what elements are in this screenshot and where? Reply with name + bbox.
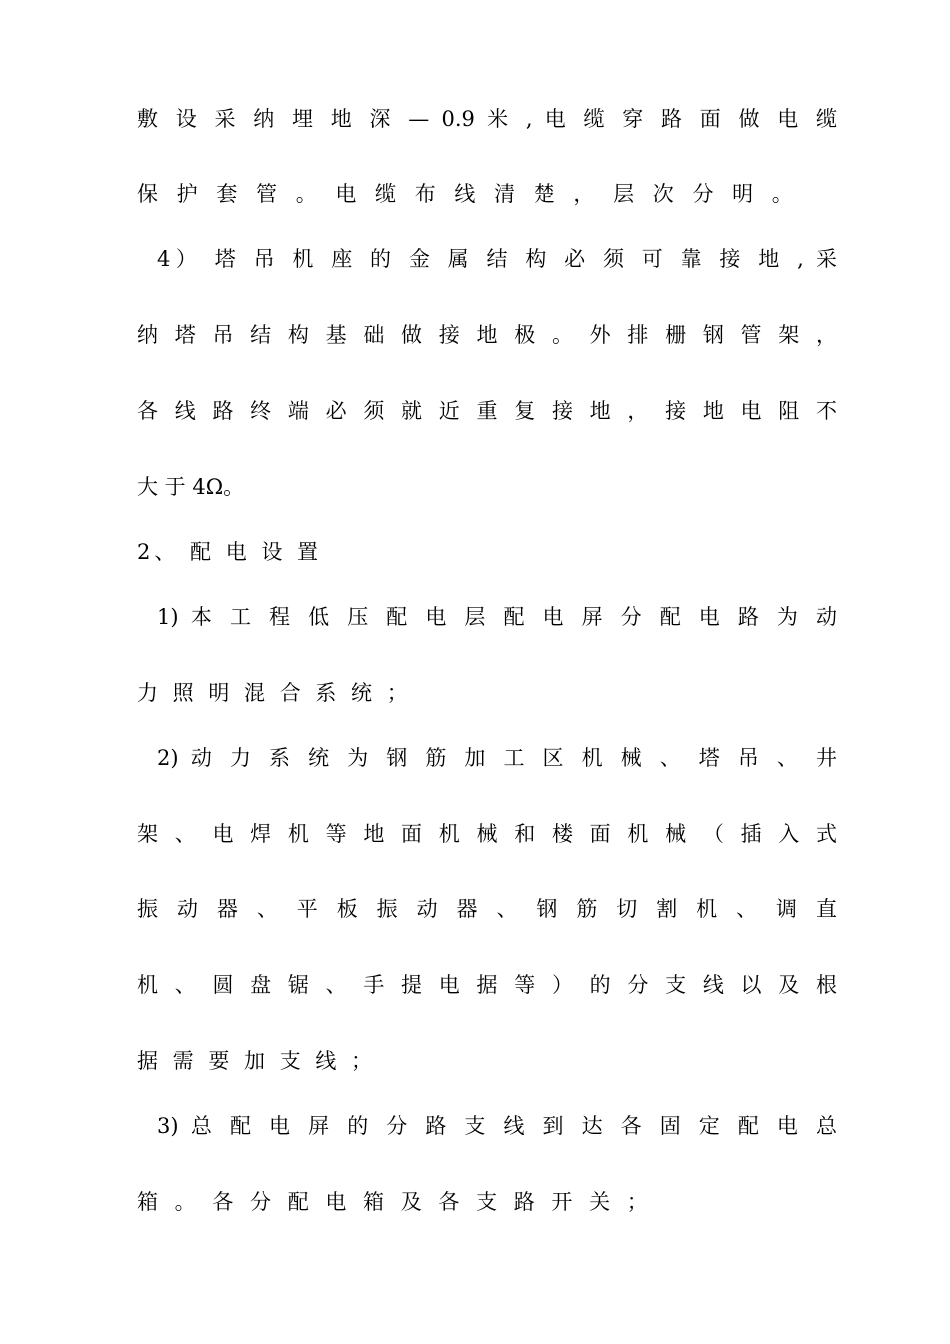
text-line-16: 箱 。 各 分 配 电 箱 及 各 支 路 开 关 ；: [137, 1190, 653, 1214]
text-line-8: 1) 本 工 程 低 压 配 电 层 配 电 屏 分 配 电 路 为 动: [157, 605, 837, 629]
text-line-9: 力 照 明 混 合 系 统 ；: [137, 681, 412, 705]
text-line-15: 3) 总 配 电 屏 的 分 路 支 线 到 达 各 固 定 配 电 总: [157, 1114, 837, 1138]
text-line-3: 4） 塔 吊 机 座 的 金 属 结 构 必 须 可 靠 接 地 , 采: [157, 247, 837, 271]
section-heading: 2、 配 电 设 置: [137, 540, 323, 564]
text-line-4: 纳 塔 吊 结 构 基 础 做 接 地 极 。 外 排 栅 钢 管 架 ，: [137, 323, 837, 347]
text-line-10: 2) 动 力 系 统 为 钢 筋 加 工 区 机 械 、 塔 吊 、 井: [157, 746, 837, 770]
text-line-13: 机 、 圆 盘 锯 、 手 提 电 据 等 ） 的 分 支 线 以 及 根: [137, 973, 837, 997]
text-line-11: 架 、 电 焊 机 等 地 面 机 械 和 楼 面 机 械 （ 插 入 式: [137, 822, 837, 846]
text-line-2: 保 护 套 管 。 电 缆 布 线 清 楚 ， 层 次 分 明 。: [137, 182, 799, 206]
text-line-12: 振 动 器 、 平 板 振 动 器 、 钢 筋 切 割 机 、 调 直: [137, 897, 837, 921]
text-line-6: 大 于 4Ω。: [137, 475, 245, 499]
text-line-5: 各 线 路 终 端 必 须 就 近 重 复 接 地 ， 接 地 电 阻 不: [137, 399, 837, 423]
text-line-14: 据 需 要 加 支 线 ；: [137, 1049, 377, 1073]
text-line-1: 敷 设 采 纳 埋 地 深 — 0.9 米 , 电 缆 穿 路 面 做 电 缆: [137, 107, 837, 131]
